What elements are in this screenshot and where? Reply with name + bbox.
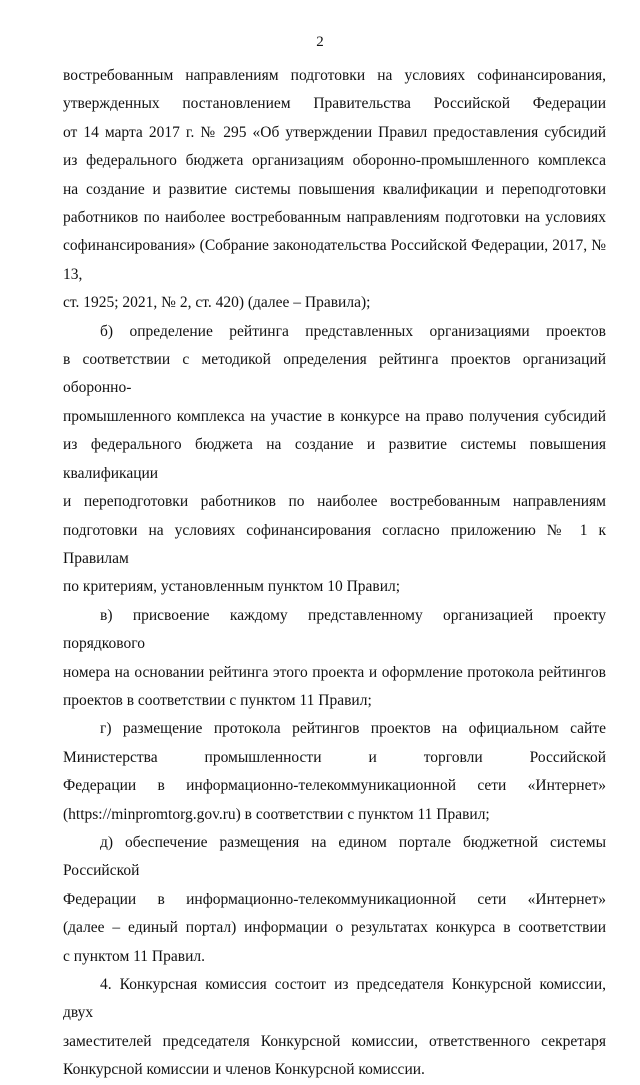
text-line: (далее – единый портал) информации о результатах конкурса в соответствии [63, 919, 606, 937]
text-line: номера на основании рейтинга этого проекта и оформление протокола рейтингов [63, 663, 606, 681]
document-body [63, 62, 606, 1085]
text-line: Конкурсной комиссии и членов Конкурсной комиссии. [63, 1061, 425, 1079]
text-line: Министерства промышленности и торговли Российской [63, 748, 606, 766]
text-line: востребованным направлениям подготовки на условиях софинансирования, [63, 67, 606, 84]
text-line: на создание и развитие системы повышения квалификации и переподготовки [63, 180, 606, 198]
text-line: софинансирования» (Собрание законодательства Российской Федерации, 2017, № 13, [63, 237, 606, 283]
text-line: и переподготовки работников по наиболее востребованным направлениям [63, 493, 606, 511]
text-line: с пунктом 11 Правил. [63, 947, 205, 965]
text-line: б) определение рейтинга представленных организациями проектов [100, 322, 606, 340]
text-line: Федерации в информационно-телекоммуникационной сети «Интернет» [63, 777, 606, 795]
page-number: 2 [316, 34, 324, 50]
text-line: от 14 марта 2017 г. № 295 «Об утверждении Правил предоставления субсидий [63, 123, 606, 141]
text-line: в) присвоение каждому представленному организацией проекту порядкового [63, 606, 606, 653]
text-line: работников по наиболее востребованным направлениям подготовки на условиях [63, 209, 606, 227]
text-line: по критериям, установленным пунктом 10 Правил; [63, 578, 401, 596]
text-line: 4. Конкурсная комиссия состоит из председателя Конкурсной комиссии, двух [63, 976, 606, 1022]
text-line: заместителей председателя Конкурсной комиссии, ответственного секретаря [63, 1032, 606, 1050]
text-line: утвержденных постановлением Правительства Российской Федерации [63, 95, 606, 113]
text-line: из федерального бюджета организациям оборонно-промышленного комплекса [63, 152, 606, 170]
text-line: подготовки на условиях софинансирования согласно приложению № 1 к Правилам [63, 521, 606, 567]
text-line: ст. 1925; 2021, № 2, ст. 420) (далее – Правила); [63, 294, 371, 312]
text-line: в соответствии с методикой определения рейтинга проектов организаций оборонно- [63, 351, 606, 397]
text-line: д) обеспечение размещения на едином портале бюджетной системы Российской [63, 833, 606, 880]
text-line: промышленного комплекса на участие в конкурсе на право получения субсидий [63, 407, 606, 425]
text-line: Федерации в информационно-телекоммуникационной сети «Интернет» [63, 890, 606, 908]
text-line: г) размещение протокола рейтингов проектов на официальном сайте [100, 720, 606, 738]
text-line: (https://minpromtorg.gov.ru) в соответствии с пунктом 11 Правил; [63, 805, 490, 823]
text-line: из федерального бюджета на создание и развитие системы повышения квалификации [63, 436, 606, 482]
text-line: проектов в соответствии с пунктом 11 Правил; [63, 691, 372, 709]
